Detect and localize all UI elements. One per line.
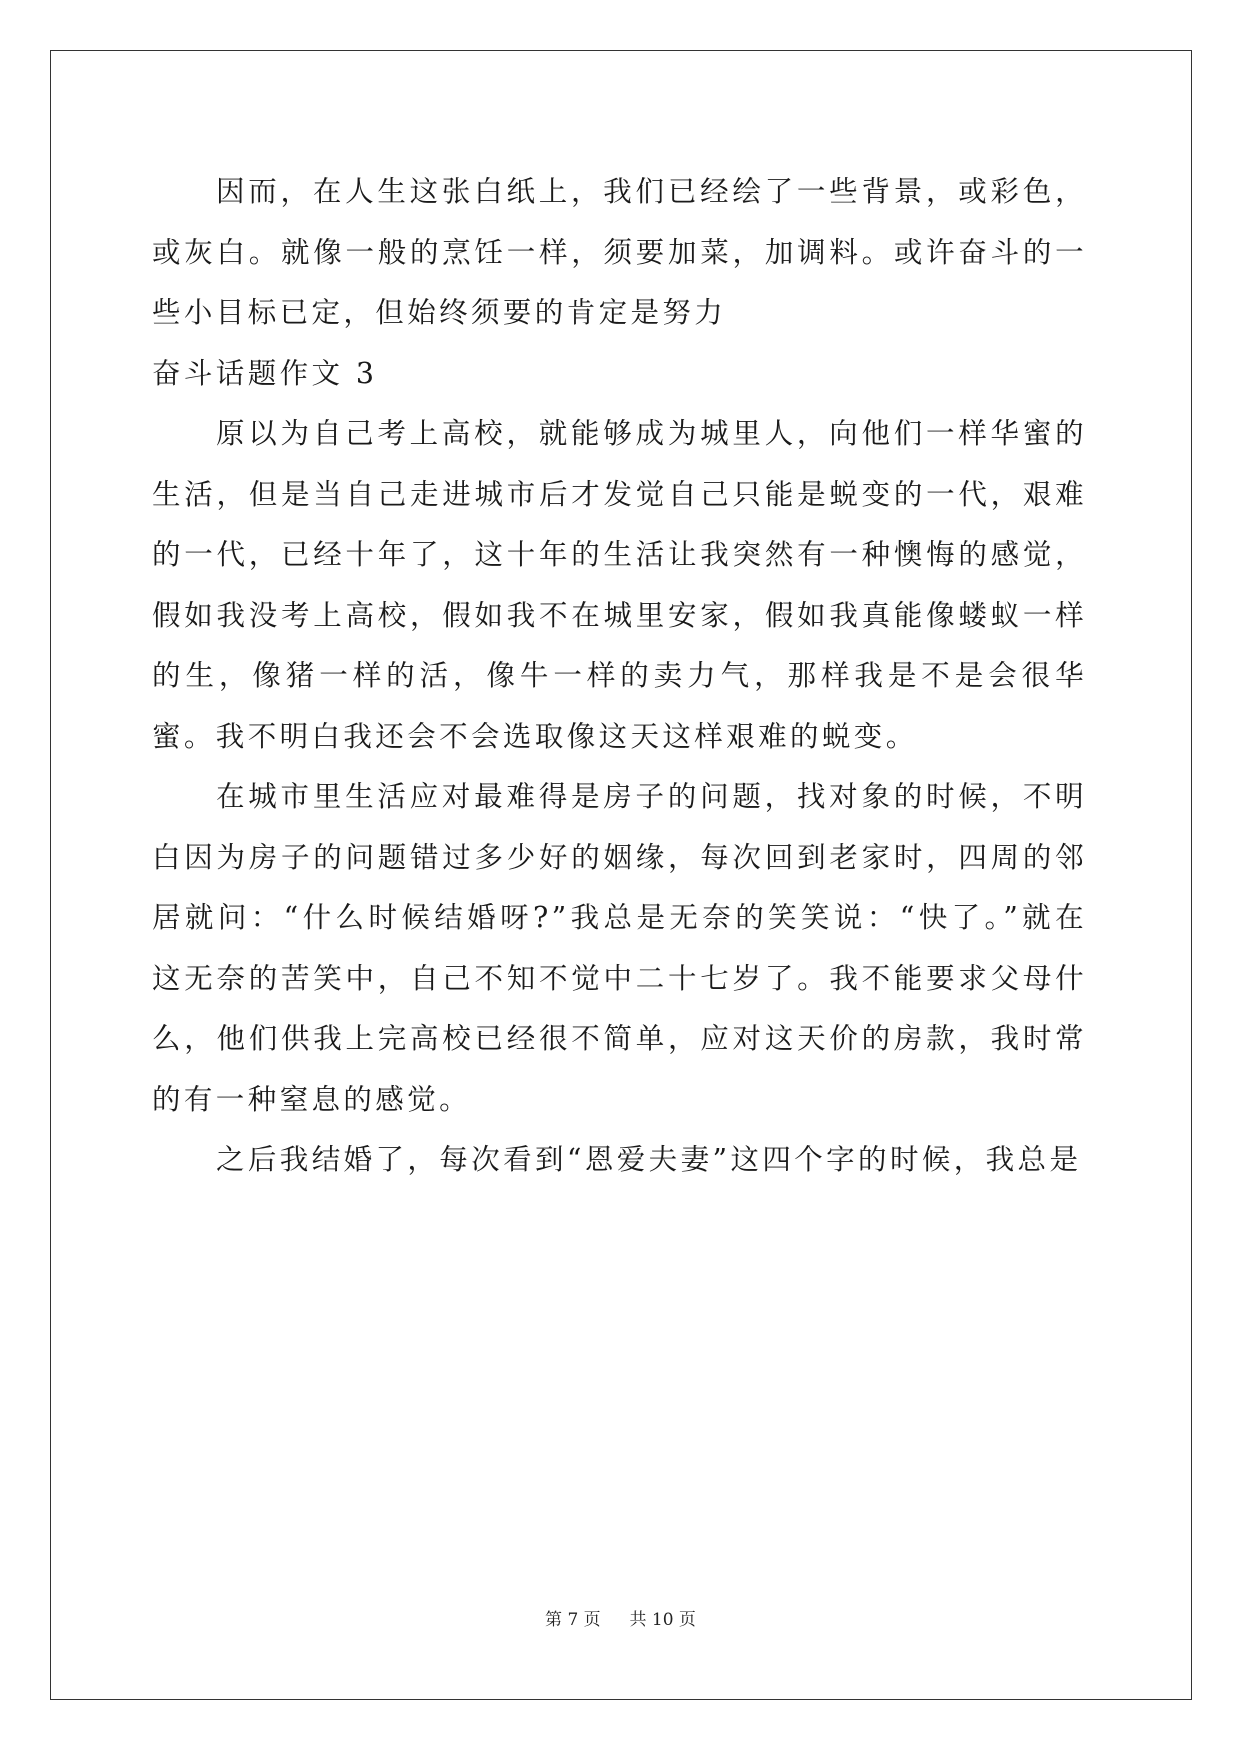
paragraph-2: 原以为自己考上高校，就能够成为城里人，向他们一样华蜜的生活，但是当自己走进城市后才发觉自己只能是蜕变的一代，艰难的一代，已经十年了，这十年的生活让我突然有一种懊悔的感觉，假如我没考上高校，假如我不在城里安家，假如我真能像蝼蚁一样的生，像猪一样的活，像牛一样的卖力气，那样我是不是会很华蜜。我不明白我还会不会选取像这天这样艰难的蜕变。 bbox=[152, 417, 1087, 753]
page-footer bbox=[0, 1605, 1241, 1630]
page-total: 共 10 页 bbox=[629, 1610, 696, 1630]
paragraph-3: 在城市里生活应对最难得是房子的问题，找对象的时候，不明白因为房子的问题错过多少好的姻缘，每次回到老家时，四周的邻居就问：“什么时候结婚呀?”我总是无奈的笑笑说：“快了。”就在这无奈的苦笑中，自己不知不觉中二十七岁了。我不能要求父母什么，他们供我上完高校已经很不简单，应对这天价的房款，我时常的有一种窒息的感觉。 bbox=[152, 780, 1087, 1116]
paragraph-1: 因而，在人生这张白纸上，我们已经绘了一些背景，或彩色，或灰白。就像一般的烹饪一样，须要加菜，加调料。或许奋斗的一些小目标已定，但始终须要的肯定是努力 bbox=[152, 175, 1087, 329]
page-number: 第 7 页 bbox=[545, 1610, 601, 1630]
section-heading: 奋斗话题作文 3 bbox=[152, 356, 378, 390]
document-body bbox=[152, 162, 1087, 1191]
paragraph-4: 之后我结婚了，每次看到“恩爱夫妻”这四个字的时候，我总是 bbox=[216, 1143, 1082, 1176]
